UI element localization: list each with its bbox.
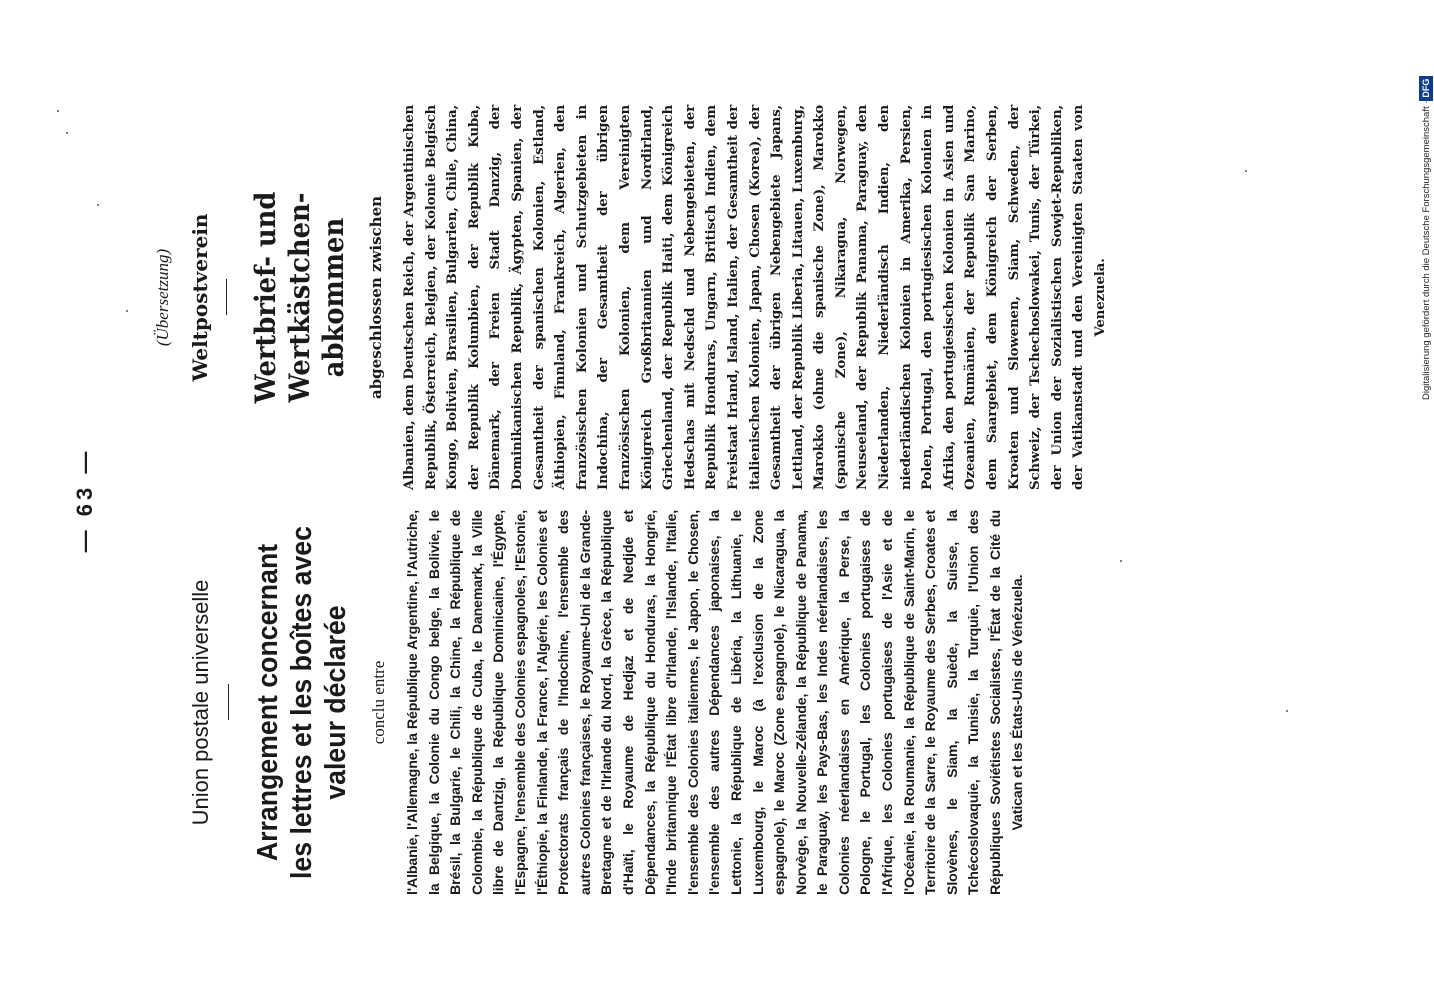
german-main-title: Wertbrief- und Wertkästchen-abkommen xyxy=(249,191,350,404)
french-concluded-label: conclu entre xyxy=(369,660,388,745)
german-org-title: Weltpostverein xyxy=(188,213,212,382)
scan-speck xyxy=(1286,710,1288,712)
german-concluded-label: abgeschlossen zwischen xyxy=(367,195,385,400)
german-title-rule xyxy=(226,280,227,316)
scan-speck xyxy=(1245,170,1247,172)
dfg-notice-text: Digitalisierung gefördert durch die Deutsche Forschungsgemeinschaft · xyxy=(1420,100,1432,400)
translation-note: (Übersetzung) xyxy=(153,248,172,347)
scan-speck xyxy=(66,132,68,134)
french-column xyxy=(150,510,1026,895)
french-org-title: Union postale universelle xyxy=(188,579,213,826)
scan-speck xyxy=(57,110,59,112)
scan-speck xyxy=(126,310,128,312)
german-body-text: Albanien, dem Deutschen Reich, der Argentinischen Republik, Österreich, Belgien, der Kolonie Belgisch Kongo, Bolivien, Brasilien, Bulgarien, Chile, China, der Republik Kolumbien, der Republik Kuba, Dänemark, der Freien Stadt Danzig, der Dominikanischen Republik, Ägypten, Spanien, der Gesamtheit der spanischen Kolonien, Estland, Äthiopien, Finnland, Frankreich, Algerien, den französischen Kolonien und Schutzgebieten in Indochina, der Gesamtheit der übrigen französischen Kolonien, dem Vereinigten Königreich Großbritannien und Nordirland, Griechenland, der Republik Haiti, dem Königreich Hedschas mit Nedschd und Nebengebieten, der Republik Honduras, Ungarn, Britisch Indien, dem Freistaat Irland, Island, Italien, der Gesamtheit der italienischen Kolonien, Japan, Chosen (Korea), der Gesamtheit der übrigen Nebengebiete Japans, Lettland, der Republik Liberia, Litauen, Luxemburg, Marokko (ohne die spanische Zone), Marokko (spanische Zone), Nikaragua, Norwegen, Neuseeland, der Republik Panama, Paraguay, den Niederlanden, Niederländisch Indien, den niederländischen Kolonien in Amerika, Persien, Polen, Portugal, den portugiesischen Kolonien in Afrika, den portugiesischen Kolonien in Asien und Ozeanien, Rumänien, der Republik San Marino, dem Saargebiet, dem Königreich der Serben, Kroaten und Slowenen, Siam, Schweden, der Schweiz, der Tschechoslowakei, Tunis, der Türkei, der Union der Sozialistischen Sowjet-Republiken, der Vatikanstadt und den Vereinigten Staaten von Venezuela. xyxy=(401,105,1108,490)
french-title-rule xyxy=(228,685,229,721)
dfg-digitization-notice xyxy=(1418,8,1434,400)
scan-speck xyxy=(97,204,99,206)
french-main-title: Arrangement concernant les lettres et les boîtes avec valeur déclarée xyxy=(252,526,352,879)
french-body-text: l'Albanie, l'Allemagne, la République Argentine, l'Autriche, la Belgique, la Colonie du Congo belge, la Bolivie, le Brésil, la Bulgarie, le Chili, la Chine, la République de Colombie, la République de Cuba, le Danemark, la Ville libre de Dantzig, la République Dominicaine, l'Égypte, l'Espagne, l'ensemble des Colonies espagnoles, l'Estonie, l'Éthiopie, la Finlande, la France, l'Algérie, les Colonies et Protectorats français de l'Indochine, l'ensemble des autres Colonies françaises, le Royaume-Uni de la Grande-Bretagne et de l'Irlande du Nord, la Grèce, la République d'Haïti, le Royaume de Hedjaz et de Nedjde et Dépendances, la République du Honduras, la Hongrie, l'Inde britannique l'État libre d'Irlande, l'Islande, l'Italie, l'ensemble des Colonies italiennes, le Japon, le Chosen, l'ensemble des autres Dépendances japonaises, la Lettonie, la République de Libéria, la Lithuanie, le Luxembourg, le Maroc (à l'exclusion de la Zone espagnole), le Maroc (Zone espagnole), le Nicaragua, la Norvège, la Nouvelle-Zélande, la République de Panama, le Paraguay, les Pays-Bas, les Indes néerlandaises, les Colonies néerlandaises en Amérique, la Perse, la Pologne, le Portugal, les Colonies portugaises de l'Afrique, les Colonies portugaises de l'Asie et de l'Océanie, la Roumanie, la République de Saint-Marin, le Territoire de la Sarre, le Royaume des Serbes, Croates et Slovènes, le Siam, la Suède, la Suisse, la Tchécoslovaquie, la Tunisie, la Turquie, l'Union des Républiques Soviétistes Socialistes, l'État de la Cité du Vatican et les États-Unis de Vénézuela. xyxy=(405,510,1026,895)
page-number: — 63 — xyxy=(72,447,97,553)
translation-spacer xyxy=(150,510,188,895)
german-column xyxy=(150,105,1108,490)
scan-speck xyxy=(1120,560,1122,562)
dfg-logo-icon: DFG xyxy=(1419,76,1433,101)
